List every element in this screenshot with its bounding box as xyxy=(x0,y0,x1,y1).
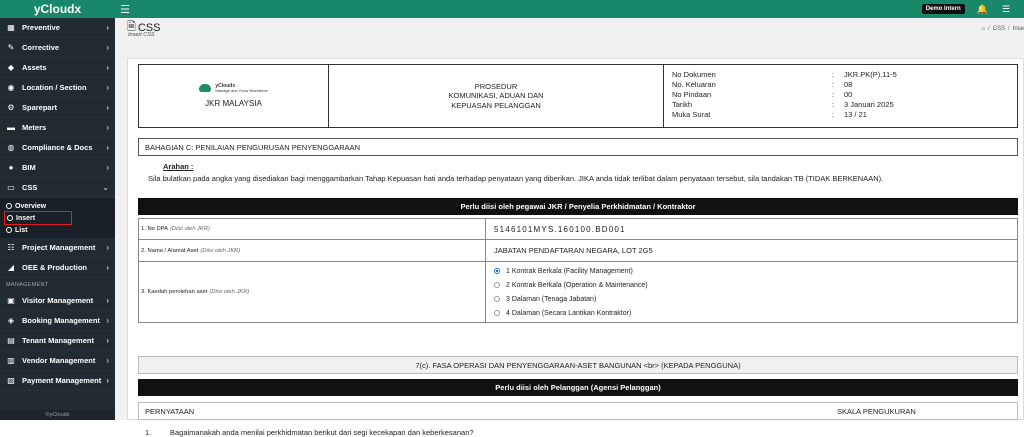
doc-logo-cell xyxy=(139,65,329,127)
section-header-management: MANAGEMENT xyxy=(6,282,49,288)
dpa-field[interactable]: 5146101MYS.160100.BD001 xyxy=(494,224,626,234)
home-icon[interactable]: ⌂ xyxy=(981,26,985,32)
sidebar-item-label: Payment Management xyxy=(22,376,102,385)
page-header xyxy=(115,18,1024,58)
pelanggan-fill-bar: Perlu diisi oleh Pelanggan (Agensi Pelanggan) xyxy=(138,379,1018,396)
section-c-title: BAHAGIAN C: PENILAIAN PENGURUSAN PENYENGGARAAN xyxy=(138,138,1018,156)
calendar-icon: ▦ xyxy=(7,23,15,32)
location-icon: ◉ xyxy=(7,83,15,92)
globe-icon: ◍ xyxy=(7,143,15,152)
sidebar-item-vendor-management[interactable] xyxy=(0,351,115,371)
doc-title: PROSEDUR KOMUNIKASI, ADUAN DAN KEPUASAN PELANGGAN xyxy=(329,65,664,127)
payment-icon: ▧ xyxy=(7,376,15,385)
sidebar-item-booking-management[interactable] xyxy=(0,311,115,331)
jkr-fill-bar: Perlu diisi oleh pegawai JKR / Penyelia Perkhidmatan / Kontraktor xyxy=(138,198,1018,215)
sidebar-item-label: Booking Management xyxy=(22,316,100,325)
radio-button[interactable] xyxy=(494,268,500,274)
sidebar-item-label: BIM xyxy=(22,163,36,172)
chevron-icon: › xyxy=(106,316,109,325)
css-submenu xyxy=(0,198,115,238)
main-content xyxy=(115,18,1024,437)
sidebar-item-label: Preventive xyxy=(22,23,60,32)
chevron-icon: › xyxy=(106,163,109,172)
sidebar-item-bim[interactable] xyxy=(0,158,115,178)
nama-label: 2. Nama / Alamat Aset xyxy=(141,247,199,254)
document-header xyxy=(138,64,1018,128)
nama-row: 2. Nama / Alamat Aset (Diisi oleh JKR) JABATAN PENDAFTARAN NEGARA, LOT 2G5 xyxy=(139,240,1017,262)
sidebar-item-project-management[interactable] xyxy=(0,238,115,258)
sidebar xyxy=(0,0,115,420)
chevron-icon: › xyxy=(106,103,109,112)
document-icon: 🗎 xyxy=(127,21,136,33)
breadcrumb: ⌂ / CSS / Inse xyxy=(981,26,1024,32)
cloud-logo-icon xyxy=(199,84,211,92)
doc-meta: No Dokumen : JKR.PK(P).11-5 No. Keluaran : 08 No Pindaan : 00 Tarikh : 3 Januari 2025 Muka Surat : 13 / 21 xyxy=(672,69,897,119)
logo-tagline: Manage and Grow Workforce xyxy=(215,88,268,94)
sidebar-item-label: Vendor Management xyxy=(22,356,96,365)
sidebar-item-meters[interactable] xyxy=(0,118,115,138)
circle-icon xyxy=(7,215,13,221)
car-icon: ▬ xyxy=(7,123,15,132)
radio-button[interactable] xyxy=(494,296,500,302)
section-7c-title: 7(c). FASA OPERASI DAN PENYENGGARAAN-ASET BANGUNAN <br> (KEPADA PENGGUNA) xyxy=(138,356,1018,374)
skala-header: SKALA PENGUKURAN xyxy=(837,406,916,416)
sidebar-item-tenant-management[interactable] xyxy=(0,331,115,351)
circle-icon xyxy=(6,227,12,233)
sidebar-item-location-section[interactable] xyxy=(0,78,115,98)
chevron-icon: › xyxy=(106,143,109,152)
sidebar-item-label: Meters xyxy=(22,123,47,132)
question-1-text: Bagaimanakah anda menilai perkhidmatan berikut dari segi kecekapan dan keberkesanan? xyxy=(170,428,474,437)
sidebar-item-label: CSS xyxy=(22,183,38,192)
chevron-icon: › xyxy=(106,123,109,132)
bell-icon[interactable]: 🔔 xyxy=(976,3,988,14)
radio-button[interactable] xyxy=(494,310,500,316)
sidebar-item-label: Compliance & Docs xyxy=(22,143,93,152)
org-name: JKR MALAYSIA xyxy=(205,99,262,109)
kaedah-option-1[interactable]: 1 Kontrak Berkala (Facility Management) xyxy=(494,264,1017,278)
form-panel xyxy=(127,58,1024,437)
pernyataan-header-row xyxy=(138,402,1018,420)
logo-name: yCloudx xyxy=(215,82,236,89)
kaedah-radio-group xyxy=(486,262,1017,322)
chevron-icon: › xyxy=(106,63,109,72)
asset-form-table xyxy=(138,218,1018,323)
sidebar-item-compliance-docs[interactable] xyxy=(0,138,115,158)
pernyataan-header: PERNYATAAN xyxy=(145,406,195,416)
chevron-icon: › xyxy=(106,263,109,272)
radio-button[interactable] xyxy=(494,282,500,288)
topbar xyxy=(115,0,1024,18)
arahan-label: Arahan : xyxy=(163,162,194,171)
tenant-icon: ▤ xyxy=(7,336,15,345)
sidebar-item-label: Location / Section xyxy=(22,83,87,92)
chevron-icon: › xyxy=(106,336,109,345)
chevron-icon: › xyxy=(106,23,109,32)
instruction-text: Sila bulatkan pada angka yang disediakan bagi menggambarkan Tahap Kepuasan hati anda terhadap penyataan yang diberikan. JIKA anda tidak terlibat dalam penyataan tersebut, sila tandakan TB (TIDAK BERKENAAN). xyxy=(148,174,884,183)
sidebar-footer: ©yCloudx xyxy=(0,410,115,420)
sidebar-item-corrective[interactable] xyxy=(0,38,115,58)
sidebar-sub-list[interactable]: List xyxy=(0,224,115,236)
vendor-icon: ▥ xyxy=(7,356,15,365)
gear-icon: ⚙ xyxy=(7,103,15,112)
chevron-icon: › xyxy=(106,376,109,385)
menu-toggle-icon[interactable]: ☰ xyxy=(120,3,130,16)
sidebar-item-label: Corrective xyxy=(22,43,60,52)
page-title: 🗎 CSS xyxy=(127,18,160,37)
chevron-icon: › xyxy=(106,83,109,92)
wrench-icon: ✎ xyxy=(7,43,15,52)
sidebar-item-label: Project Management xyxy=(22,243,96,252)
sidebar-item-label: Assets xyxy=(22,63,47,72)
kaedah-label: 3. Kaedah perolehan aset xyxy=(141,289,208,295)
pin-icon: ● xyxy=(8,163,14,172)
sidebar-item-visitor-management[interactable] xyxy=(0,291,115,311)
dpa-label: 1. No DPA xyxy=(141,226,168,232)
nama-field[interactable]: JABATAN PENDAFTARAN NEGARA, LOT 2G5 xyxy=(494,246,653,255)
user-badge[interactable]: Demo Intern xyxy=(922,4,965,14)
chevron-icon: › xyxy=(106,43,109,52)
chevron-icon: › xyxy=(106,243,109,252)
sidebar-item-assets[interactable] xyxy=(0,58,115,78)
sidebar-sub-overview[interactable]: Overview xyxy=(0,200,115,212)
profile-icon[interactable]: ☰ xyxy=(1001,3,1010,14)
sidebar-item-label: OEE & Production xyxy=(22,263,88,272)
chevron-icon: › xyxy=(106,356,109,365)
chevron-icon: › xyxy=(106,296,109,305)
kaedah-option-3[interactable]: 3 Dalaman (Tenaga Jabatan) xyxy=(494,292,1017,306)
breadcrumb-css[interactable]: CSS xyxy=(992,26,1005,32)
circle-icon xyxy=(6,203,12,209)
tag-icon: ◆ xyxy=(7,63,15,72)
sidebar-item-oee-production[interactable] xyxy=(0,258,115,278)
sidebar-item-label: Tenant Management xyxy=(22,336,94,345)
project-icon: ☷ xyxy=(7,243,15,252)
question-row: 1. Bagaimanakah anda menilai perkhidmatan berikut dari segi kecekapan dan keberkesanan? xyxy=(145,428,474,437)
sidebar-item-label: Visitor Management xyxy=(22,296,94,305)
sidebar-item-css[interactable] xyxy=(0,178,115,198)
visitor-icon: ▣ xyxy=(7,296,15,305)
brand-logo[interactable]: yCloudx xyxy=(0,0,115,18)
booking-icon: ◈ xyxy=(7,316,15,325)
sidebar-item-sparepart[interactable] xyxy=(0,98,115,118)
kaedah-option-4[interactable]: 4 Dalaman (Secara Lantikan Kontraktor) xyxy=(494,306,1017,320)
sidebar-sub-insert[interactable]: Insert xyxy=(5,212,71,224)
chart-icon: ◢ xyxy=(7,263,15,272)
monitor-icon: ▭ xyxy=(7,183,15,192)
sidebar-item-payment-management[interactable] xyxy=(0,371,115,391)
chevron-icon: ⌄ xyxy=(102,183,109,192)
sidebar-item-preventive[interactable] xyxy=(0,18,115,38)
breadcrumb-insert: Inse xyxy=(1012,26,1024,32)
sidebar-item-label: Sparepart xyxy=(22,103,58,112)
kaedah-row: 3. Kaedah perolehan aset (Diisi oleh JKR) 1 Kontrak Berkala (Facility Management) 2 Kontrak Berkala (Operation & Maintenance) 3 Dalaman (Tenaga Jabatan) 4 Dalaman (Secara Lantikan Kontraktor) xyxy=(139,262,1017,322)
kaedah-option-2[interactable]: 2 Kontrak Berkala (Operation & Maintenance) xyxy=(494,278,1017,292)
page-subtitle: Insert CSS xyxy=(128,32,155,38)
dpa-row: 1. No DPA (Diisi oleh JKR) 5146101MYS.160100.BD001 xyxy=(139,219,1017,240)
